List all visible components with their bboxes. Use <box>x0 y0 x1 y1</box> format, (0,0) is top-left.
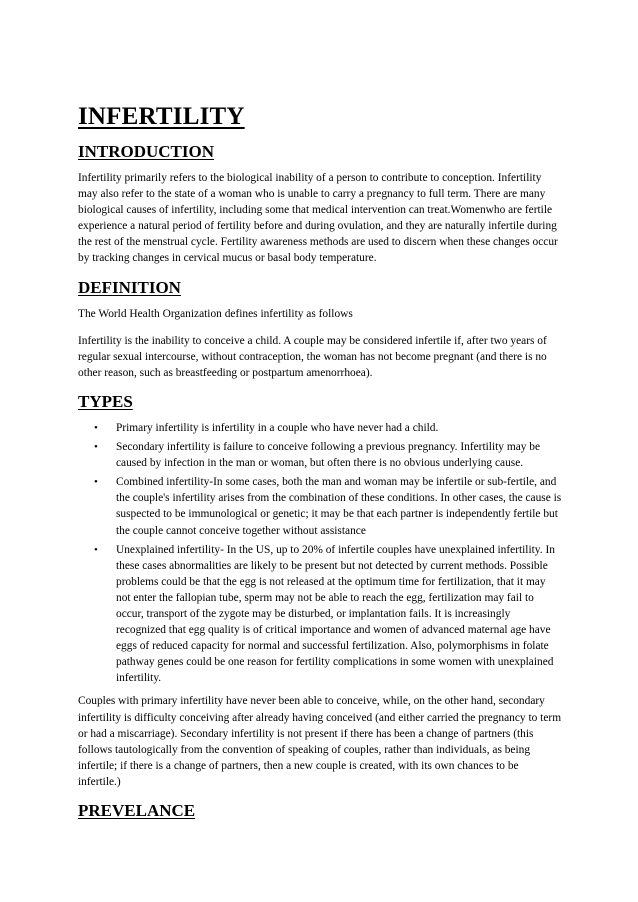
types-list-item-unexplained <box>78 542 562 687</box>
introduction-paragraph: Infertility primarily refers to the biological inability of a person to contribute to conception. Infertility may also refer to the state of a woman who is unable to carry a pregnancy to full term. There are many biological causes of infertility, including some that medical intervention can treat.Womenwho are fertile experience a natural period of fertility before and during ovulation, and they are naturally infertile during the rest of the menstrual cycle. Fertility awareness methods are used to discern when these changes occur by tracking changes in cervical mucus or basal body temperature. <box>78 172 558 265</box>
definition-paragraph-1: The World Health Organization defines infertility as follows <box>78 307 353 320</box>
list-item-text: Secondary infertility is failure to conceive following a previous pregnancy. Infertility may be caused by infection in the man or woman, but often there is no obvious underlying cause. <box>116 441 541 470</box>
bullet-icon: • <box>94 543 98 556</box>
types-list-item-secondary <box>78 439 562 471</box>
types-list-item-primary <box>78 420 562 436</box>
types-heading: TYPES <box>78 391 133 411</box>
list-item-text: Combined infertility-In some cases, both the man and woman may be infertile or sub-fertile, and the couple's infertility arises from the combination of these conditions. In other cases, the cause is suspected to be immunological or genetic; it may be that each partner is independently fertile but the couple cannot conceive together without assistance <box>116 476 562 537</box>
document-title: INFERTILITY <box>78 103 245 130</box>
bullet-icon: • <box>94 421 98 434</box>
types-list <box>78 420 562 687</box>
types-list-item-combined <box>78 474 562 538</box>
introduction-heading: INTRODUCTION <box>78 142 215 161</box>
list-item-text: Primary infertility is infertility in a couple who have never had a child. <box>116 421 439 434</box>
types-closing-paragraph: Couples with primary infertility have never been able to conceive, while, on the other hand, secondary infertility is difficulty conceiving after already having conceived (and either carried the pregnancy to term or had a miscarriage). Secondary infertility is not present if there has been a change of partners (this follows tautologically from the convention of speaking of couples, rather than individuals, as being infertile; if there is a change of partners, then a new couple is created, with its own chances to be infertile.) <box>78 695 562 788</box>
definition-paragraph-2: Infertility is the inability to conceive a child. A couple may be considered infertile if, after two years of regular sexual intercourse, without contraception, the woman has not become pregnant (and there is no other reason, such as breastfeeding or postpartum amenorrhoea). <box>78 334 547 379</box>
bullet-icon: • <box>94 476 98 489</box>
definition-heading: DEFINITION <box>78 277 181 297</box>
prevalence-heading: PREVELANCE <box>78 801 196 820</box>
list-item-text: Unexplained infertility- In the US, up to 20% of infertile couples have unexplained infertility. In these cases abnormalities are likely to be present but not detected by current methods. Possible problems could be that the egg is not released at the optimum time for fertilization, that it may not enter the fallopian tube, sperm may not be able to reach the egg, fertilization may fail to occur, transport of the zygote may be disturbed, or implantation fails. It is increasingly recognized that egg quality is of critical importance and women of advanced maternal age have eggs of reduced capacity for normal and successful fertilization. Also, polymorphisms in folate pathway genes could be one reason for fertility complications in some women with unexplained infertility. <box>116 543 555 685</box>
bullet-icon: • <box>94 441 98 454</box>
document-body <box>78 102 562 829</box>
